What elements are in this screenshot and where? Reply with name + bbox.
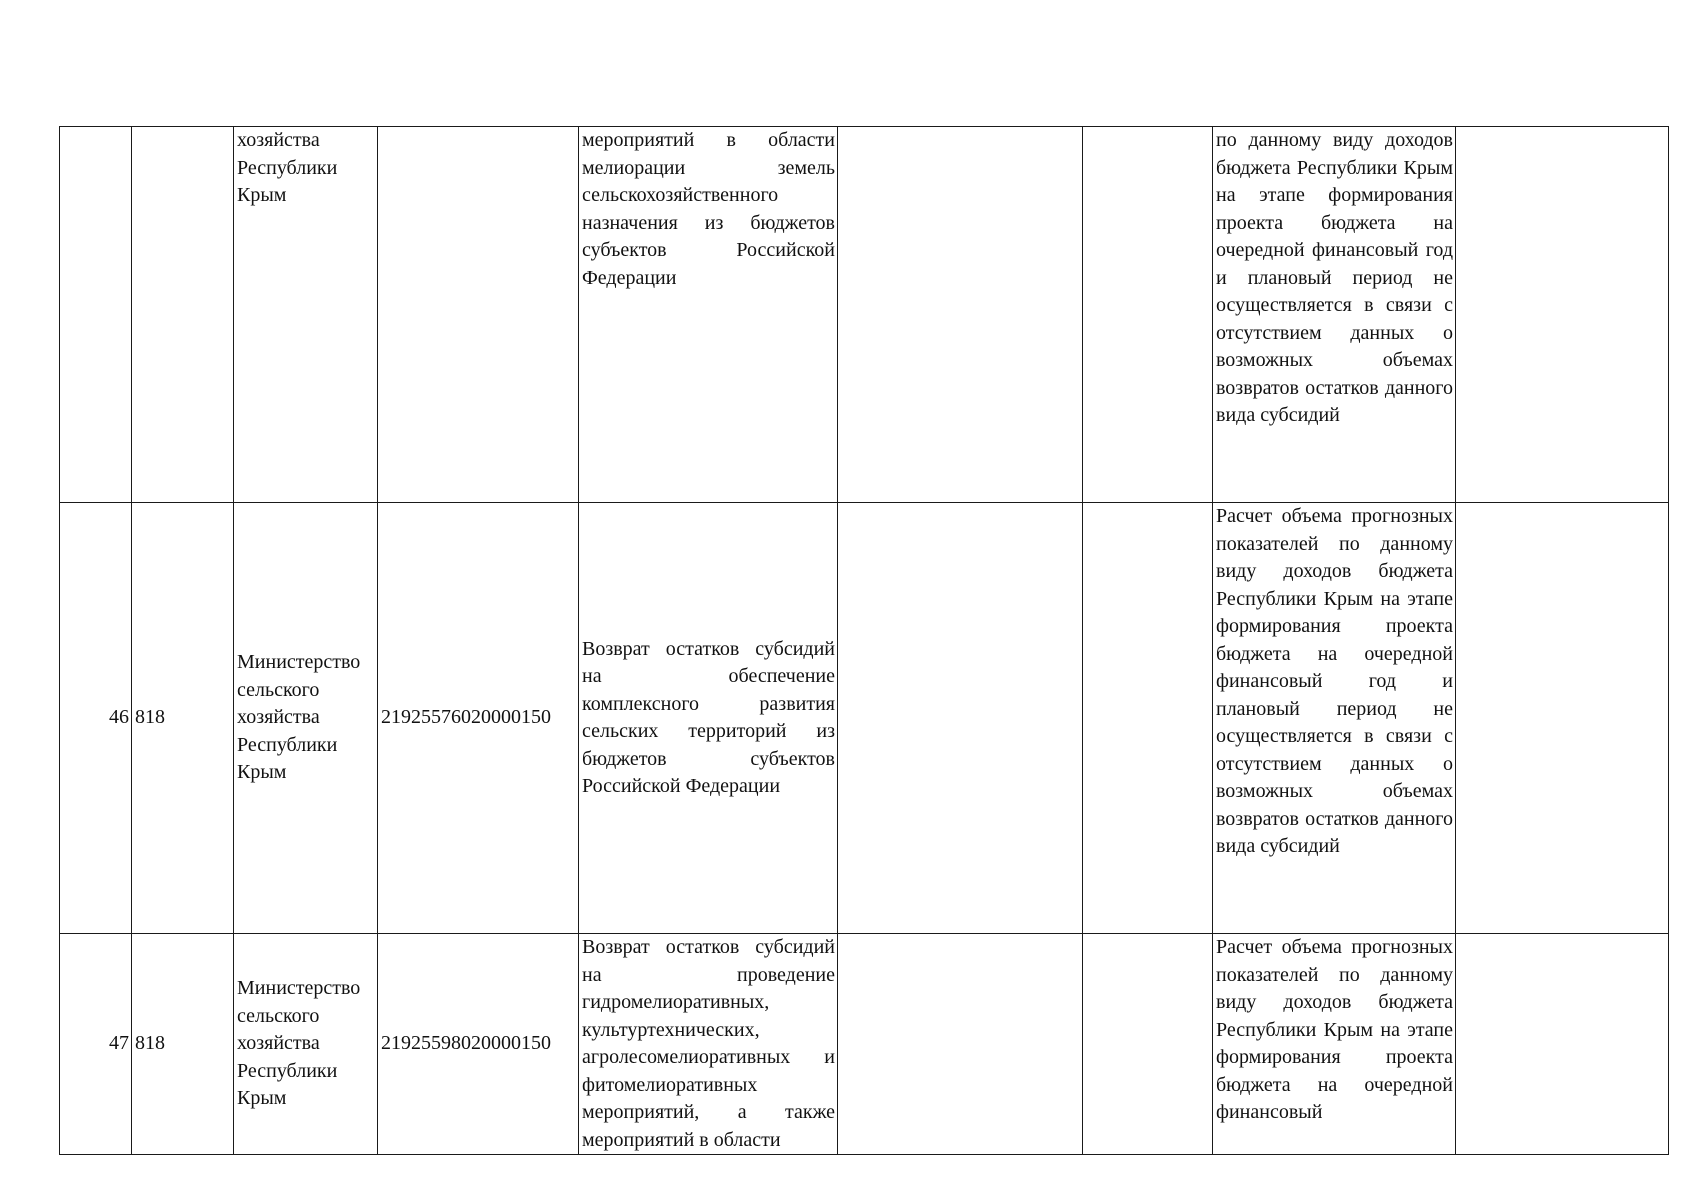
revenue-name-cell: мероприятий в области мелиорации земель сельскохозяйственного назначения из бюджетов субъектов Российской Федерации [579, 127, 838, 503]
revenue-forecast-table [59, 126, 1669, 1155]
empty-cell [1456, 127, 1669, 503]
empty-cell [1456, 934, 1669, 1155]
revenue-name-cell: Возврат остатков субсидий на проведение гидромелиоративных, культуртехнических, агролесомелиоративных и фитомелиоративных мероприятий, а также мероприятий в области [579, 934, 838, 1155]
revenue-name-cell: Возврат остатков субсидий на обеспечение комплексного развития сельских территорий из бюджетов субъектов Российской Федерации [579, 503, 838, 934]
admin-code-cell [132, 127, 234, 503]
admin-code-cell: 818 [132, 934, 234, 1155]
row-number-cell [60, 127, 132, 503]
empty-cell [1083, 503, 1213, 934]
administrator-name-cell: Министерство сельского хозяйства Республики Крым [234, 503, 378, 934]
method-description-cell: Расчет объема прогнозных показателей по данному виду доходов бюджета Республики Крым на этапе формирования проекта бюджета на очередной финансовый год и плановый период не осуществляется в связи с отсутствием данных о возможных объемах возвратов остатков данного вида субсидий [1213, 503, 1456, 934]
kbk-code-cell: 21925576020000150 [378, 503, 579, 934]
empty-cell [1456, 503, 1669, 934]
empty-cell [838, 127, 1083, 503]
method-description-cell: по данному виду доходов бюджета Республики Крым на этапе формирования проекта бюджета на очередной финансовый год и плановый период не осуществляется в связи с отсутствием данных о возможных объемах возвратов остатков данного вида субсидий [1213, 127, 1456, 503]
administrator-name-cell: хозяйства Республики Крым [234, 127, 378, 503]
empty-cell [838, 503, 1083, 934]
kbk-code-cell [378, 127, 579, 503]
kbk-code-cell: 21925598020000150 [378, 934, 579, 1155]
table-row [60, 127, 1669, 503]
empty-cell [838, 934, 1083, 1155]
empty-cell [1083, 934, 1213, 1155]
table-row [60, 934, 1669, 1155]
empty-cell [1083, 127, 1213, 503]
method-description-cell: Расчет объема прогнозных показателей по данному виду доходов бюджета Республики Крым на этапе формирования проекта бюджета на очередной финансовый [1213, 934, 1456, 1155]
table-row [60, 503, 1669, 934]
row-number-cell: 47 [60, 934, 132, 1155]
admin-code-cell: 818 [132, 503, 234, 934]
administrator-name-cell: Министерство сельского хозяйства Республики Крым [234, 934, 378, 1155]
row-number-cell: 46 [60, 503, 132, 934]
